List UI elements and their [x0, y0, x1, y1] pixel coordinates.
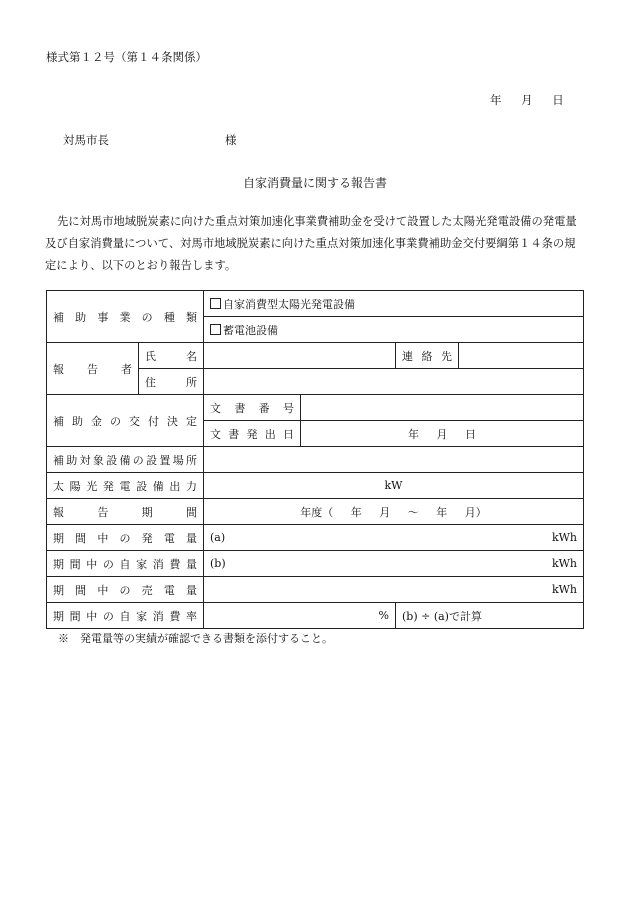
project-type-label: 補助事業の種類: [47, 291, 204, 343]
sold-field[interactable]: [204, 577, 584, 603]
contact-label: 連絡先: [396, 343, 459, 369]
period-field[interactable]: 年度（ 年 月 ～ 年 月）: [204, 499, 584, 525]
generation-field[interactable]: [204, 525, 584, 551]
generation-prefix: (a): [210, 531, 226, 544]
option-solar[interactable]: [204, 291, 584, 317]
address-label: 住所: [139, 369, 204, 395]
option-battery-label: 蓄電池設備: [223, 323, 278, 337]
period-row: [47, 499, 584, 525]
report-table: [46, 290, 584, 629]
footnote: ※ 発電量等の実績が確認できる書類を添付すること。: [58, 632, 333, 645]
address-field[interactable]: [204, 369, 584, 395]
addressee: [63, 132, 237, 148]
doc-number-field[interactable]: [301, 395, 584, 421]
checkbox-icon[interactable]: [210, 324, 221, 335]
honorific: 様: [225, 133, 237, 147]
self-consumption-label: 期間中の自家消費量: [47, 551, 204, 577]
self-consumption-prefix: (b): [210, 557, 226, 570]
contact-field[interactable]: [459, 343, 584, 369]
rate-formula: (b) ÷ (a)で計算: [396, 603, 584, 629]
body-text: 先に対馬市地域脱炭素に向けた重点対策加速化事業費補助金を受けて設置した太陽光発電設備の発電量及び自家消費量について、対馬市地域脱炭素に向けた重点対策加速化事業費補助金交付要綱第１４条の規定により、以下のとおり報告します。: [45, 215, 577, 272]
addressee-name: 対馬市長: [63, 133, 109, 147]
form-number: 様式第１２号（第１４条関係）: [46, 50, 207, 64]
output-field[interactable]: [204, 473, 584, 499]
output-row: [47, 473, 584, 499]
rate-field[interactable]: [204, 603, 396, 629]
grant-decision-row: [47, 395, 584, 421]
name-label: 氏名: [139, 343, 204, 369]
reporter-label: 報告者: [47, 343, 139, 395]
period-label: 報告期間: [47, 499, 204, 525]
sold-unit: kWh: [551, 583, 577, 596]
sold-label: 期間中の売電量: [47, 577, 204, 603]
checkbox-icon[interactable]: [210, 298, 221, 309]
generation-row: [47, 525, 584, 551]
option-battery[interactable]: [204, 317, 584, 343]
generation-label: 期間中の発電量: [47, 525, 204, 551]
generation-unit: kWh: [551, 531, 577, 544]
location-field[interactable]: [204, 447, 584, 473]
grant-decision-label: 補助金の交付決定: [47, 395, 204, 447]
output-label: 太陽光発電設備出力: [47, 473, 204, 499]
document-title: 自家消費量に関する報告書: [242, 176, 387, 190]
doc-number-label: 文書番号: [204, 395, 301, 421]
project-type-row: [47, 291, 584, 317]
reporter-name-row: [47, 343, 584, 369]
sold-row: [47, 577, 584, 603]
option-solar-label: 自家消費型太陽光発電設備: [223, 297, 355, 311]
self-consumption-unit: kWh: [551, 557, 577, 570]
date-line: 年 月 日: [490, 93, 564, 107]
doc-date-label: 文書発出日: [204, 421, 301, 447]
name-field[interactable]: [204, 343, 396, 369]
self-consumption-field[interactable]: [204, 551, 584, 577]
location-row: [47, 447, 584, 473]
rate-label: 期間中の自家消費率: [47, 603, 204, 629]
rate-unit: %: [378, 609, 389, 622]
location-label: 補助対象設備の設置場所: [47, 447, 204, 473]
doc-date-field[interactable]: 年 月 日: [301, 421, 584, 447]
rate-row: [47, 603, 584, 629]
self-consumption-row: [47, 551, 584, 577]
output-unit: kW: [384, 479, 403, 492]
